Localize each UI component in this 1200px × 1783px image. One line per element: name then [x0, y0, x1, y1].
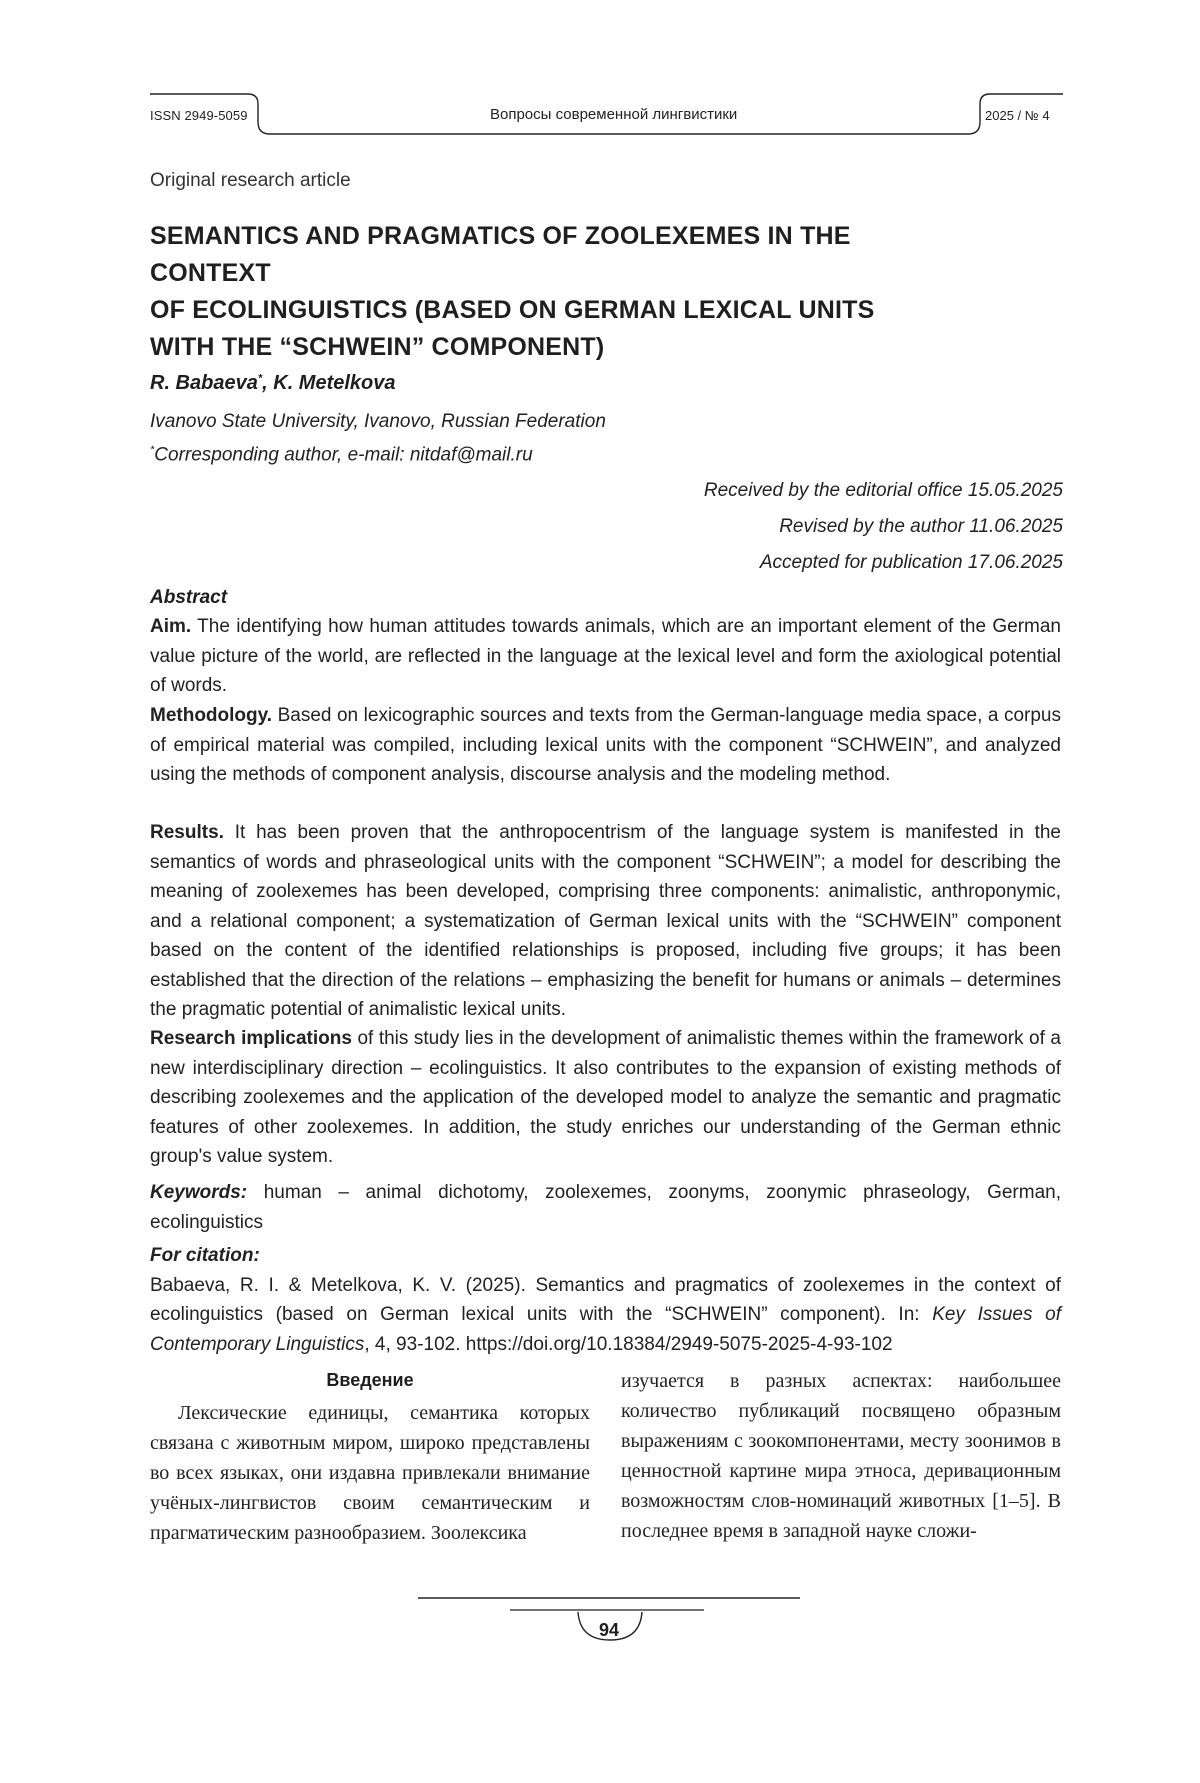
header-issn: ISSN 2949-5059: [150, 108, 248, 123]
citation-journal: Key Issues of Contemporary Linguistics: [150, 1304, 1061, 1355]
citation-text-before: Babaeva, R. I. & Metelkova, K. V. (2025). Semantics and pragmatics of zoolexemes in the context of ecolinguistics (based on German lexical units with the “SCHWEIN” component). In:: [150, 1274, 1061, 1325]
methodology-text: Based on lexicographic sources and texts from the German-language media space, a corpus of empirical material was compiled, including lexical units with the component “SCHWEIN”, and analyzed using the methods of component analysis, discourse analysis and the modeling method.: [150, 705, 1061, 785]
abstract-methodology: [150, 701, 1061, 790]
citation-text: [150, 1271, 1061, 1360]
corresponding-email: Corresponding author, e-mail: nitdaf@mail.ru: [154, 444, 533, 466]
abstract-heading: Abstract: [150, 587, 228, 608]
title-line: SEMANTICS AND PRAGMATICS OF ZOOLEXEMES IN THE CONTEXT: [150, 222, 851, 287]
date-accepted: Accepted for publication 17.06.2025: [759, 552, 1063, 573]
citation-label: For citation:: [150, 1245, 260, 1266]
corresponding-mark: *: [257, 372, 263, 385]
methodology-label: Methodology.: [150, 705, 273, 726]
date-received: Received by the editorial office 15.05.2025: [703, 480, 1063, 501]
article-dates: [704, 473, 1063, 581]
abstract-aim: [150, 612, 1061, 701]
article-type: Original research article: [150, 170, 351, 191]
aim-label: Aim.: [150, 616, 192, 637]
results-label: Results.: [150, 822, 224, 843]
abstract-implications: [150, 1024, 1061, 1172]
implications-label: Research implications: [150, 1028, 352, 1049]
title-line: OF ECOLINGUISTICS (BASED ON GERMAN LEXICAL UNITS: [150, 296, 875, 324]
introduction-column-left: [150, 1398, 590, 1548]
affiliation-university: Ivanovo State University, Ivanovo, Russian Federation: [150, 411, 606, 432]
header-journal-title: Вопросы современной лингвистики: [490, 106, 738, 123]
keywords-text: human – animal dichotomy, zoolexemes, zoonyms, zoonymic phraseology, German, ecolinguistics: [150, 1182, 1061, 1233]
corresponding-mark: *: [150, 444, 155, 456]
keywords-label: Keywords:: [150, 1182, 248, 1203]
citation-text-after: , 4, 93-102. https://doi.org/10.18384/2949-5075-2025-4-93-102: [364, 1333, 893, 1355]
authors: [150, 372, 396, 395]
introduction-paragraph: Лексические единицы, семантика которых связана с животным миром, широко представлены во всех языках, они издавна привлекали внимание учёных-лингвистов своим семантическим и прагматическим разнообразием. Зоолексика: [150, 1402, 590, 1544]
article-title: [150, 218, 970, 366]
date-revised: Revised by the author 11.06.2025: [779, 516, 1063, 537]
abstract-results: [150, 818, 1061, 1025]
introduction-column-right: [621, 1366, 1061, 1546]
keywords: [150, 1178, 1061, 1237]
page-number: 94: [598, 1620, 620, 1640]
author-name: K. Metelkova: [273, 372, 396, 394]
author-separator: ,: [262, 372, 274, 394]
aim-text: The identifying how human attitudes towards animals, which are an important element of the German value picture of the world, are reflected in the language at the lexical level and form the axiological potential of words.: [150, 616, 1061, 696]
author-name: R. Babaeva: [150, 372, 258, 394]
header-rule: [0, 0, 1200, 160]
title-line: WITH THE “SCHWEIN” COMPONENT): [150, 333, 605, 361]
header-issue: 2025 / № 4: [985, 108, 1050, 123]
results-text: It has been proven that the anthropocentrism of the language system is manifested in the semantics of words and phraseological units with the component “SCHWEIN”; a model for describing the meaning of zoolexemes has been developed, comprising three components: animalistic, anthroponymic, and a relational component; a systematization of German lexical units with the “SCHWEIN” component based on the content of the identified relationships is proposed, including five groups; it has been established that the direction of the relations – emphasizing the benefit for humans or animals – determines the pragmatic potential of animalistic lexical units.: [150, 822, 1061, 1020]
introduction-paragraph-continued: изучается в разных аспектах: наибольшее количество публикаций посвящено образным выражениям с зоокомпонентами, месту зоонимов в ценностной картине мира этноса, деривационным возможностям слов-номинаций животных [1–5]. В последнее время в западной науке сложи-: [621, 1370, 1061, 1542]
implications-text: of this study lies in the development of animalistic themes within the framework of a new interdisciplinary direction – ecolinguistics. It also contributes to the expansion of existing methods of describing zoolexemes and the application of the developed model to analyze the semantic and pragmatic features of other zoolexemes. In addition, the study enriches our understanding of the German ethnic group's value system.: [150, 1028, 1061, 1167]
introduction-heading: Введение: [326, 1370, 414, 1390]
affiliation: [150, 407, 606, 469]
citation: [150, 1241, 1061, 1359]
affiliation-corresponding: [150, 436, 606, 469]
